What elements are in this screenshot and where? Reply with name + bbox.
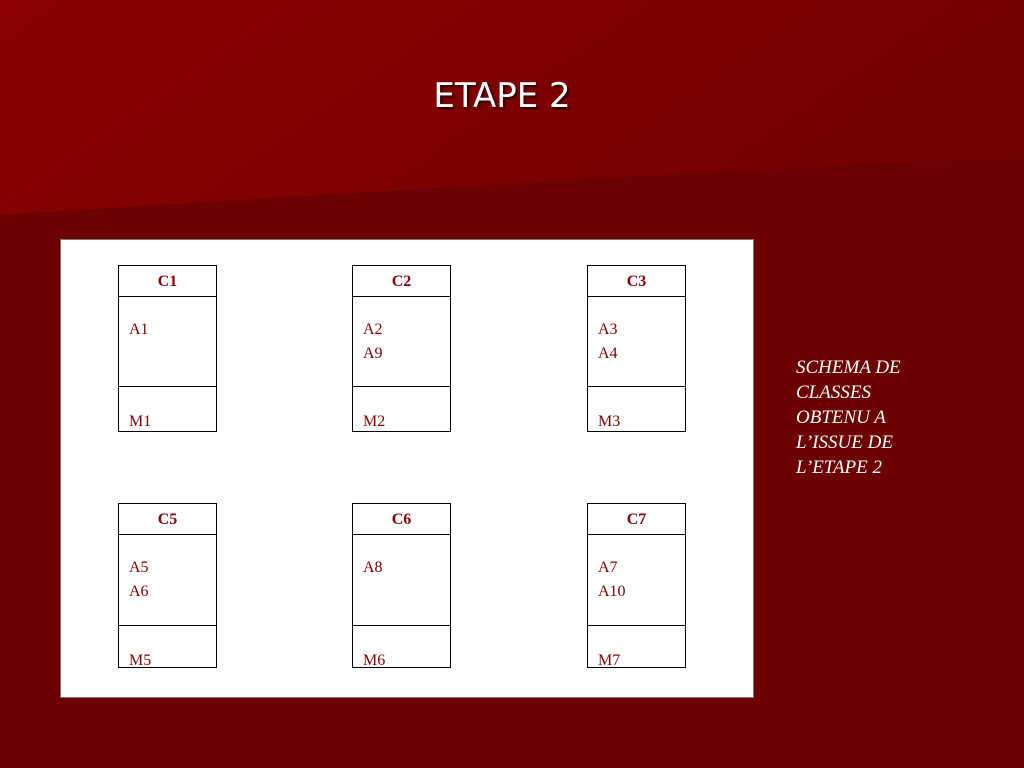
attribute: A2 [363, 321, 383, 338]
attribute: A8 [363, 559, 383, 576]
class-box-c7 [587, 503, 686, 668]
class-methods [119, 626, 216, 667]
class-box-c1 [118, 265, 217, 432]
attribute: A9 [363, 345, 383, 362]
attribute: A10 [598, 583, 626, 600]
caption-line: OBTENU A [796, 407, 886, 428]
attribute: A6 [129, 583, 149, 600]
class-box-c6 [352, 503, 451, 668]
method: M3 [598, 413, 621, 430]
caption-line: L’ETAPE 2 [796, 457, 883, 478]
class-name: C2 [353, 266, 450, 297]
class-methods [119, 387, 216, 431]
class-name: C5 [119, 504, 216, 535]
class-box-c3 [587, 265, 686, 432]
caption-line: L’ISSUE DE [796, 432, 893, 453]
method: M7 [598, 652, 621, 669]
class-methods [353, 626, 450, 667]
attribute: A7 [598, 559, 618, 576]
class-attributes [119, 297, 216, 387]
method: M1 [129, 413, 152, 430]
class-name: C6 [353, 504, 450, 535]
slide-title: ETAPE 2 [433, 76, 571, 116]
class-attributes [119, 535, 216, 626]
class-attributes [353, 535, 450, 626]
caption-line: SCHEMA DE [796, 357, 901, 378]
diagram-caption [796, 355, 956, 480]
attribute: A1 [129, 321, 149, 338]
class-name: C3 [588, 266, 685, 297]
attribute: A5 [129, 559, 149, 576]
class-name: C1 [119, 266, 216, 297]
class-box-c2 [352, 265, 451, 432]
class-methods [588, 626, 685, 667]
class-methods [353, 387, 450, 431]
class-attributes [353, 297, 450, 387]
class-attributes [588, 297, 685, 387]
class-attributes [588, 535, 685, 626]
caption-line: CLASSES [796, 382, 871, 403]
method: M6 [363, 652, 386, 669]
attribute: A4 [598, 345, 618, 362]
class-diagram-panel [60, 239, 754, 698]
class-box-c5 [118, 503, 217, 668]
class-methods [588, 387, 685, 431]
method: M5 [129, 652, 152, 669]
attribute: A3 [598, 321, 618, 338]
method: M2 [363, 413, 386, 430]
class-name: C7 [588, 504, 685, 535]
